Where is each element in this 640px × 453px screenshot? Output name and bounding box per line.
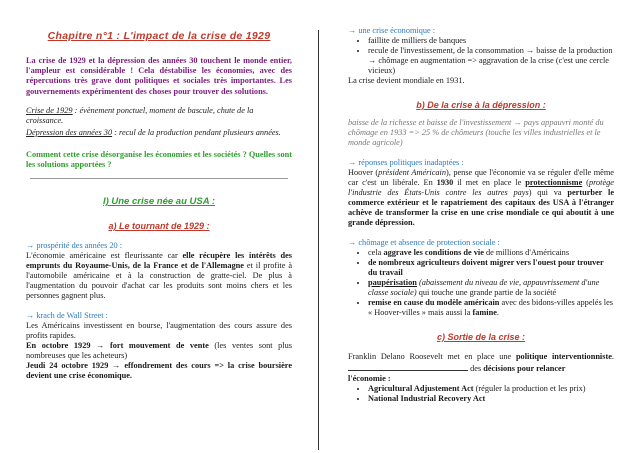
paragraph-economie: l'économie : <box>348 374 391 383</box>
text-run-bold: décisions pour relancer <box>483 364 566 373</box>
list-new-deal <box>348 384 614 404</box>
column-divider <box>318 30 319 450</box>
list-item <box>368 278 614 298</box>
text-run-bold: 1930 <box>436 178 454 187</box>
text-run: (les ventes sont plus nombreuses que les acheteurs) <box>26 341 292 361</box>
left-column <box>26 30 292 381</box>
right-column <box>348 26 614 404</box>
section-heading-1: I) Une crise née au USA : <box>102 196 216 208</box>
text-run-bold: famine <box>472 308 497 317</box>
definition-crise-1929 <box>26 106 292 126</box>
text-run: (réguler la production et les prix) <box>473 384 586 393</box>
definition-term: Dépression des années 30 <box>26 127 113 137</box>
text-run: Hoover ( <box>348 168 379 177</box>
list-item: • de nombreux agriculteurs doivent migrer vers l'ouest pour trouver du travail <box>368 258 614 278</box>
paragraph-roosevelt <box>348 352 614 374</box>
text-run-bold: remise en cause du modèle américain <box>368 298 500 307</box>
list-chomage <box>348 248 614 318</box>
chapter-title: Chapitre n°1 : L'impact de la crise de 1929 <box>47 30 271 42</box>
list-item <box>368 384 614 394</box>
divider-line <box>30 178 288 179</box>
paragraph-jeudi-noir: Jeudi 24 octobre 1929 → effondrement des cours => la crise boursière devient une crise économique. <box>26 361 292 381</box>
definition-term: Crise de 1929 <box>26 105 73 115</box>
subsection-heading-b: b) De la crise à la dépression : <box>416 100 546 110</box>
text-run: qui touche une grande partie de la société <box>416 288 557 297</box>
list-item <box>368 298 614 318</box>
text-run-bold: paupérisation <box>368 278 417 287</box>
problem-question: Comment cette crise désorganise les économies et les sociétés ? Quelles sont les solutions apportées ? <box>26 149 292 170</box>
list-item: • faillite de milliers de banques <box>368 36 614 46</box>
text-run: des <box>468 364 484 373</box>
text-run-bold: politique interventionniste <box>515 352 612 361</box>
blank-fill-line <box>348 362 468 371</box>
paragraph-octobre <box>26 341 292 361</box>
text-run: Franklin Delano Roosevelt met en place une <box>348 352 516 361</box>
text-run: ) qui va <box>528 188 568 197</box>
paragraph-prosperite <box>26 251 292 301</box>
text-run: L'économie américaine est fleurissante car <box>26 251 183 261</box>
subsection-heading-a: a) Le tournant de 1929 : <box>108 221 210 232</box>
text-run: et il profite à l'automobile américaine et à la construction de gratte-ciel. De plus à l'augmentation du pouvoir d'achat car les produits sont moins chers et les personnes gagnent plus. <box>26 261 293 301</box>
subsection-heading-c: c) Sortie de la crise : <box>436 332 526 342</box>
subheading-chomage: → chômage et absence de protection sociale : <box>348 238 500 247</box>
list-item: • National Industrial Recovery Act <box>368 394 614 404</box>
subheading-prosperite: → prospérité des années 20 : <box>26 241 123 251</box>
list-item: • recule de l'investissement, de la consommation → baisse de la production → chômage en augmentation => aggravation de la crise (c'est une cercle vicieux) <box>368 46 614 76</box>
subheading-crise-economique: → une crise économique : <box>348 26 436 35</box>
definition-depression <box>26 128 292 138</box>
subheading-krach: → krach de Wall Street : <box>26 311 108 321</box>
text-run-bold: protectionnisme <box>525 178 583 187</box>
text-run-bold: En octobre 1929 → fort mouvement de vente <box>26 341 209 351</box>
list-crise-economique <box>348 36 614 76</box>
text-run: avec des bidons-villes appelés les « Hoover-villes » mais aussi la <box>368 298 614 317</box>
text-run-italic: président Américain <box>378 168 446 177</box>
text-run: ), pense que l'économie va se réguler d'elle même car c'est un libérale. En <box>348 168 614 187</box>
paragraph-hoover <box>348 168 614 228</box>
paragraph-depression: baisse de la richesse et baisse de l'investissement → pays appauvri monté du chômage en 1933 => 25 % de chômeurs (touche les villes industrielles et le monde agricole) <box>348 118 604 147</box>
definition-text: : recul de la production pendant plusieurs années. <box>112 127 281 137</box>
text-run-bold: Agricultural Adjustement Act <box>368 384 474 393</box>
text-run-italic: protège l'industrie des États-Unis contre les autres pays <box>348 178 614 197</box>
text-run-bold: elle récupère les intérêts des emprunts du Royaume-Unis, de la France et de l'Allemagne <box>26 251 292 271</box>
text-run: . <box>496 308 499 317</box>
text-run: il met en place le <box>453 178 526 187</box>
text-run-bold: perturber le commerce extérieur et le rapatriement des capitaux des USA à l'étranger achève de transformer la crise en une crise mondiale ce qui aboutit à une grande dépression. <box>348 188 615 227</box>
text-run-bold: aggrave les conditions de vie <box>383 248 484 257</box>
text-run-italic: (abaissement du niveau de vie, appauvrissement d'une classe sociale) <box>368 278 600 297</box>
paragraph-krach: Les Américains investissent en bourse, l'augmentation des cours assure des profits rapides. <box>26 321 292 341</box>
list-item <box>368 248 614 258</box>
text-run: ( <box>582 178 589 187</box>
text-run: . <box>611 352 614 361</box>
text-run: de millions d'Américains <box>483 248 570 257</box>
text-run: cela <box>368 248 384 257</box>
intro-paragraph: La crise de 1929 et la dépression des années 30 touchent le monde entier, l'ampleur est considérable ! Cela déstabilise les économies, avec des répercutions très grave dont politiques et sociales très importantes. Les gouvernements expérimentent des choses pour trouver des solutions. <box>26 56 292 96</box>
subheading-reponses: → réponses politiques inadaptées : <box>348 158 464 167</box>
paragraph-crise-mondiale: La crise devient mondiale en 1931. <box>348 76 465 85</box>
definition-text: : évènement ponctuel, moment de bascule, chute de la croissance. <box>26 105 254 125</box>
